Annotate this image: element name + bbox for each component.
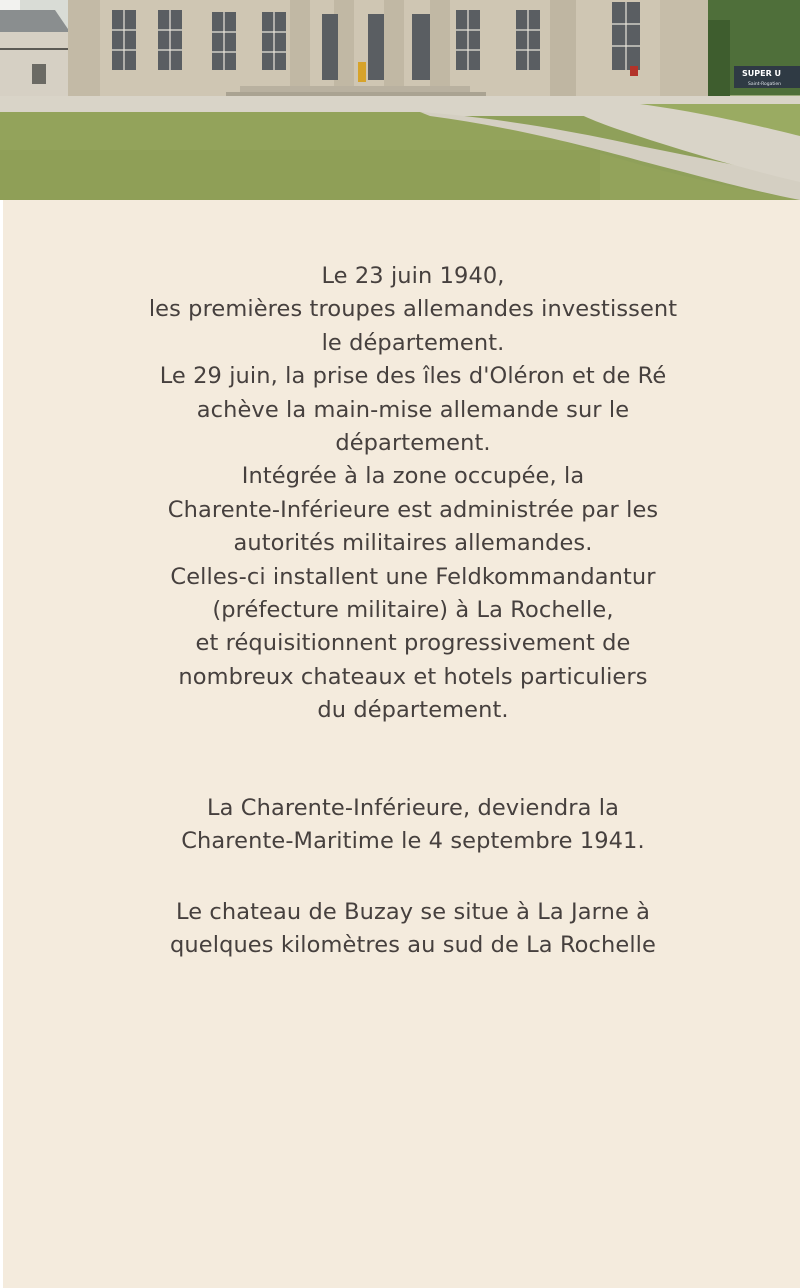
sign-text: SUPER U xyxy=(742,69,782,78)
lawn-shade xyxy=(0,150,600,200)
small-red-sign xyxy=(630,66,638,76)
text-line: Le 29 juin, la prise des îles d'Oléron et de Ré xyxy=(159,363,667,390)
wing-right xyxy=(660,0,708,102)
text-line: du département. xyxy=(317,697,509,724)
column-4 xyxy=(430,0,450,90)
chateau-photo xyxy=(0,0,800,200)
fence xyxy=(0,48,70,50)
chateau-illustration xyxy=(0,0,800,200)
steps xyxy=(240,86,470,92)
text-line: le département. xyxy=(321,329,505,356)
window xyxy=(368,14,384,80)
outbuilding-door xyxy=(32,64,46,84)
window xyxy=(322,14,338,80)
text-line: Intégrée à la zone occupée, la xyxy=(241,463,585,490)
sign-subtext: Saint-Rogatien xyxy=(748,82,782,87)
pilaster-right xyxy=(550,0,576,102)
window xyxy=(412,14,430,80)
text-line: La Charente-Inférieure, deviendra la xyxy=(207,795,619,821)
text-line: quelques kilomètres au sud de La Rochelle xyxy=(170,932,656,959)
text-line: (préfecture militaire) à La Rochelle, xyxy=(212,597,614,624)
text-line: Le chateau de Buzay se situe à La Jarne à xyxy=(175,899,651,925)
text-line: achève la main-mise allemande sur le xyxy=(196,396,630,423)
person-figure xyxy=(358,62,366,82)
text-line: autorités militaires allemandes. xyxy=(233,530,593,557)
text-line: département. xyxy=(335,430,491,457)
chateau-location-paragraph xyxy=(3,896,800,963)
text-line: Celles-ci installent une Feldkommandantur xyxy=(170,563,656,590)
text-line: les premières troupes allemandes investissent xyxy=(148,296,678,323)
history-paragraph xyxy=(3,260,800,728)
text-line: Charente-Maritime le 4 septembre 1941. xyxy=(181,828,645,855)
text-panel xyxy=(3,200,800,1288)
column-3 xyxy=(384,0,404,90)
text-line: Le 23 juin 1940, xyxy=(321,263,505,289)
text-line: Charente-Inférieure est administrée par les xyxy=(167,496,659,523)
column-1 xyxy=(290,0,310,90)
text-line: nombreux chateaux et hotels particuliers xyxy=(178,663,648,690)
department-rename-paragraph xyxy=(3,792,800,859)
pilaster-left xyxy=(68,0,100,102)
text-line: et réquisitionnent progressivement de xyxy=(195,630,631,657)
